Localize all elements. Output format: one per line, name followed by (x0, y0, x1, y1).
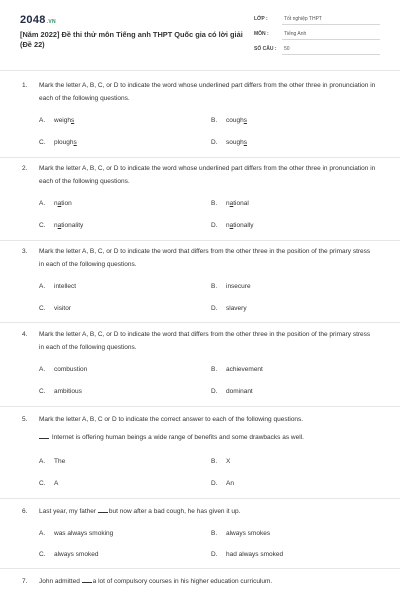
option-b[interactable]: B. insecure (211, 283, 251, 290)
question-number: 4. (22, 331, 28, 338)
option-a[interactable]: A. combustion (39, 366, 88, 373)
meta-value: Tiếng Anh (284, 31, 307, 37)
meta-underline (282, 54, 380, 55)
document-title: [Năm 2022] Đề thi thử môn Tiếng anh THPT Quốc gia có lời giải (Đề 22) (20, 30, 243, 49)
question-prompt: Mark the letter A, B, C, or D to indicate the word that differs from the other three in the position of the primary stress in each of the following questions. (39, 248, 371, 268)
question-6 (22, 506, 377, 519)
header-divider (0, 70, 400, 71)
option-a[interactable]: A. weighs (39, 117, 75, 124)
option-b[interactable]: B. X (211, 458, 231, 465)
meta-key: MÔN : (254, 31, 269, 37)
answer-blank (39, 438, 49, 439)
option-b[interactable]: B. coughs (211, 117, 247, 124)
question-5-sentence (22, 432, 377, 445)
question-prompt-start: Last year, my father (39, 508, 97, 515)
question-number: 1. (22, 82, 28, 89)
option-c[interactable]: C. always smoked (39, 551, 99, 558)
document-header (0, 0, 400, 70)
question-divider (0, 406, 400, 407)
question-7 (22, 576, 377, 589)
answer-blank (98, 512, 108, 513)
option-a[interactable]: A. was always smoking (39, 530, 114, 537)
option-a[interactable]: A. nation (39, 200, 72, 207)
question-divider (0, 498, 400, 499)
option-b[interactable]: B. achievement (211, 366, 263, 373)
question-number: 3. (22, 248, 28, 255)
question-sentence: Internet is offering human beings a wide range of benefits and some drawbacks as well. (51, 434, 304, 441)
option-c[interactable]: C. ploughs (39, 139, 77, 146)
question-divider (0, 240, 400, 241)
answer-blank (82, 582, 92, 583)
question-prompt: Mark the letter A, B, C or D to indicate the correct answer to each of the following questions. (39, 416, 304, 423)
question-prompt-start: John admitted (39, 578, 80, 585)
option-c[interactable]: C. ambitious (39, 388, 82, 395)
option-d[interactable]: D. An (211, 480, 234, 487)
option-b[interactable]: B. always smokes (211, 530, 271, 537)
question-5 (22, 414, 377, 427)
meta-question-count (254, 43, 380, 57)
meta-value: 50 (284, 46, 290, 52)
question-number: 6. (22, 508, 28, 515)
question-prompt-end: a lot of compulsory courses in his higher education curriculum. (92, 578, 273, 585)
option-c[interactable]: C. A (39, 480, 59, 487)
question-prompt: Mark the letter A, B, C, or D to indicate the word whose underlined part differs from the other three in pronunciation in each of the following questions. (39, 165, 376, 185)
meta-key: LỚP : (254, 16, 268, 22)
meta-grade (254, 13, 380, 27)
question-number: 2. (22, 165, 28, 172)
question-prompt: Mark the letter A, B, C, or D to indicate the word that differs from the other three in the position of the primary stress in each of the following questions. (39, 331, 371, 351)
option-d[interactable]: D. soughs (211, 139, 247, 146)
question-divider (0, 322, 400, 323)
question-prompt: Mark the letter A, B, C, or D to indicate the word whose underlined part differs from the other three in pronunciation in each of the following questions. (39, 82, 376, 102)
meta-subject (254, 28, 380, 42)
question-divider (0, 568, 400, 569)
meta-key: SỐ CÂU : (254, 46, 277, 52)
question-3 (22, 246, 377, 271)
question-number: 5. (22, 416, 28, 423)
meta-underline (282, 24, 380, 25)
option-c[interactable]: C. visitor (39, 305, 71, 312)
option-d[interactable]: D. had always smoked (211, 551, 284, 558)
option-c[interactable]: C. nationality (39, 222, 84, 229)
question-prompt-end: but now after a bad cough, he has given it up. (108, 508, 241, 515)
option-d[interactable]: D. nationally (211, 222, 254, 229)
question-number: 7. (22, 578, 28, 585)
option-d[interactable]: D. dominant (211, 388, 253, 395)
question-4 (22, 329, 377, 354)
option-d[interactable]: D. slavery (211, 305, 247, 312)
meta-underline (282, 39, 380, 40)
meta-value: Tốt nghiệp THPT (284, 16, 322, 22)
option-a[interactable]: A. intellect (39, 283, 77, 290)
question-1 (22, 80, 377, 105)
question-2 (22, 163, 377, 188)
question-divider (0, 157, 400, 158)
site-logo[interactable]: 2048.VN (20, 14, 56, 26)
option-b[interactable]: B. national (211, 200, 249, 207)
option-a[interactable]: A. The (39, 458, 66, 465)
